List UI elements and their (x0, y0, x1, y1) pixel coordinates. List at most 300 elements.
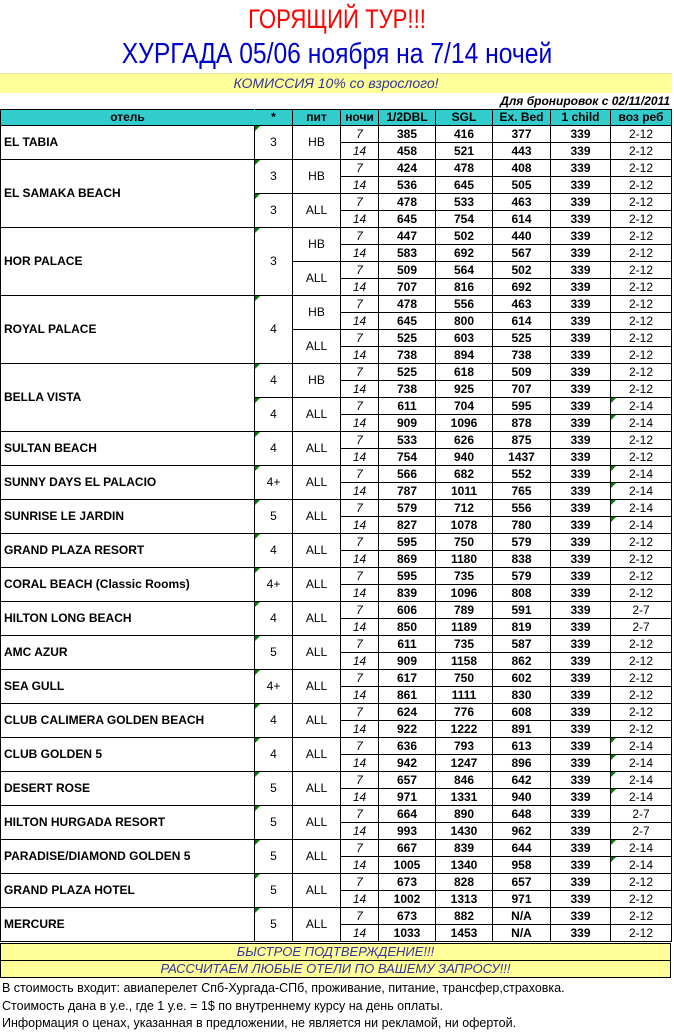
price-ex-bed: 875 (493, 432, 551, 449)
price-ex-bed: 463 (493, 296, 551, 313)
child-age-range: 2-7 (611, 602, 672, 619)
quick-confirm-banner: БЫСТРОЕ ПОДТВЕРЖДЕНИЕ!!! (0, 943, 671, 961)
child-age-range: 2-12 (611, 449, 672, 466)
price-half-dbl: 909 (379, 653, 436, 670)
hotel-name: BELLA VISTA (1, 364, 255, 432)
price-ex-bed: 891 (493, 721, 551, 738)
child-age-range: 2-12 (611, 194, 672, 211)
price-half-dbl: 611 (379, 398, 436, 415)
price-sgl: 521 (436, 143, 493, 160)
price-table (0, 109, 672, 942)
child-age-range: 2-12 (611, 313, 672, 330)
nights-cell: 7 (341, 364, 379, 381)
hotel-name: AMC AZUR (1, 636, 255, 670)
price-child: 339 (551, 194, 611, 211)
nights-cell: 7 (341, 296, 379, 313)
child-age-range: 2-7 (611, 619, 672, 636)
price-child: 339 (551, 789, 611, 806)
child-age-range: 2-12 (611, 245, 672, 262)
child-age-range: 2-7 (611, 806, 672, 823)
hotel-stars: 4 (255, 432, 293, 466)
child-age-range: 2-12 (611, 721, 672, 738)
child-age-range: 2-12 (611, 126, 672, 143)
meal-plan: HB (293, 228, 341, 262)
hotel-stars: 4 (255, 534, 293, 568)
hotel-stars: 3 (255, 126, 293, 160)
nights-cell: 7 (341, 534, 379, 551)
hotel-name: GRAND PLAZA RESORT (1, 534, 255, 568)
meal-plan: HB (293, 160, 341, 194)
nights-cell: 14 (341, 925, 379, 942)
price-ex-bed: 587 (493, 636, 551, 653)
price-ex-bed: N/A (493, 925, 551, 942)
hotel-name: HOR PALACE (1, 228, 255, 296)
page-subtitle: ХУРГАДА 05/06 ноября на 7/14 ночей (121, 38, 553, 70)
price-child: 339 (551, 891, 611, 908)
hotel-name: SEA GULL (1, 670, 255, 704)
price-ex-bed: 525 (493, 330, 551, 347)
price-sgl: 564 (436, 262, 493, 279)
price-ex-bed: 644 (493, 840, 551, 857)
commission-banner: КОМИССИЯ 10% со взрослого! (0, 73, 672, 93)
nights-cell: 7 (341, 432, 379, 449)
hotel-name: CLUB GOLDEN 5 (1, 738, 255, 772)
nights-cell: 7 (341, 738, 379, 755)
price-ex-bed: 579 (493, 568, 551, 585)
child-age-range: 2-14 (611, 466, 672, 483)
price-ex-bed: 692 (493, 279, 551, 296)
nights-cell: 7 (341, 262, 379, 279)
table-row (1, 704, 672, 721)
table-row (1, 126, 672, 143)
price-sgl: 704 (436, 398, 493, 415)
hotel-stars: 5 (255, 840, 293, 874)
price-child: 339 (551, 619, 611, 636)
hotel-name: EL TABIA (1, 126, 255, 160)
price-child: 339 (551, 432, 611, 449)
column-header-ex-bed: Ex. Bed (493, 110, 551, 126)
hotel-name: HILTON HURGADA RESORT (1, 806, 255, 840)
column-header-child: 1 child (551, 110, 611, 126)
price-child: 339 (551, 245, 611, 262)
price-sgl: 1096 (436, 415, 493, 432)
price-sgl: 1340 (436, 857, 493, 874)
price-ex-bed: 613 (493, 738, 551, 755)
price-half-dbl: 595 (379, 534, 436, 551)
child-age-range: 2-12 (611, 279, 672, 296)
table-row (1, 534, 672, 551)
hotel-name: SUNRISE LE JARDIN (1, 500, 255, 534)
price-half-dbl: 536 (379, 177, 436, 194)
price-half-dbl: 525 (379, 330, 436, 347)
price-sgl: 1011 (436, 483, 493, 500)
child-age-range: 2-12 (611, 296, 672, 313)
meal-plan: ALL (293, 534, 341, 568)
nights-cell: 14 (341, 789, 379, 806)
table-row (1, 160, 672, 177)
child-age-range: 2-14 (611, 500, 672, 517)
price-child: 339 (551, 500, 611, 517)
price-half-dbl: 839 (379, 585, 436, 602)
price-child: 339 (551, 313, 611, 330)
currency-note: Стоимость дана в у.е., где 1 у.е. = 1$ по внутреннему курсу на день оплаты. (2, 999, 444, 1013)
hotel-name: DESERT ROSE (1, 772, 255, 806)
hotel-stars: 3 (255, 160, 293, 194)
price-half-dbl: 787 (379, 483, 436, 500)
price-sgl: 1331 (436, 789, 493, 806)
nights-cell: 7 (341, 466, 379, 483)
child-age-range: 2-12 (611, 534, 672, 551)
price-ex-bed: 614 (493, 211, 551, 228)
nights-cell: 7 (341, 126, 379, 143)
table-row (1, 738, 672, 755)
price-child: 339 (551, 823, 611, 840)
price-child: 339 (551, 381, 611, 398)
price-half-dbl: 707 (379, 279, 436, 296)
nights-cell: 7 (341, 194, 379, 211)
child-age-range: 2-12 (611, 211, 672, 228)
table-row (1, 636, 672, 653)
hotel-stars: 4 (255, 364, 293, 398)
price-child: 339 (551, 738, 611, 755)
meal-plan: ALL (293, 738, 341, 772)
price-child: 339 (551, 466, 611, 483)
price-half-dbl: 657 (379, 772, 436, 789)
price-ex-bed: 830 (493, 687, 551, 704)
price-ex-bed: 591 (493, 602, 551, 619)
price-ex-bed: 971 (493, 891, 551, 908)
price-child: 339 (551, 840, 611, 857)
meal-plan: ALL (293, 330, 341, 364)
child-age-range: 2-12 (611, 228, 672, 245)
price-sgl: 1111 (436, 687, 493, 704)
hotel-name: GRAND PLAZA HOTEL (1, 874, 255, 908)
nights-cell: 7 (341, 568, 379, 585)
hotel-stars: 5 (255, 908, 293, 942)
meal-plan: ALL (293, 908, 341, 942)
hotel-name: ROYAL PALACE (1, 296, 255, 364)
price-sgl: 1430 (436, 823, 493, 840)
price-ex-bed: 1437 (493, 449, 551, 466)
price-half-dbl: 993 (379, 823, 436, 840)
price-child: 339 (551, 602, 611, 619)
price-child: 339 (551, 874, 611, 891)
meal-plan: ALL (293, 840, 341, 874)
nights-cell: 14 (341, 313, 379, 330)
child-age-range: 2-14 (611, 840, 672, 857)
meal-plan: ALL (293, 602, 341, 636)
price-ex-bed: 878 (493, 415, 551, 432)
table-row (1, 364, 672, 381)
meal-plan: ALL (293, 806, 341, 840)
child-age-range: 2-12 (611, 874, 672, 891)
price-sgl: 603 (436, 330, 493, 347)
child-age-range: 2-12 (611, 585, 672, 602)
price-half-dbl: 667 (379, 840, 436, 857)
price-sgl: 890 (436, 806, 493, 823)
price-child: 339 (551, 126, 611, 143)
child-age-range: 2-14 (611, 415, 672, 432)
child-age-range: 2-12 (611, 925, 672, 942)
nights-cell: 14 (341, 347, 379, 364)
nights-cell: 7 (341, 500, 379, 517)
price-child: 339 (551, 721, 611, 738)
child-age-range: 2-12 (611, 262, 672, 279)
price-half-dbl: 664 (379, 806, 436, 823)
child-age-range: 2-12 (611, 330, 672, 347)
price-sgl: 1180 (436, 551, 493, 568)
nights-cell: 7 (341, 602, 379, 619)
child-age-range: 2-7 (611, 823, 672, 840)
price-sgl: 735 (436, 636, 493, 653)
price-ex-bed: 808 (493, 585, 551, 602)
child-age-range: 2-12 (611, 908, 672, 925)
price-half-dbl: 424 (379, 160, 436, 177)
price-ex-bed: 896 (493, 755, 551, 772)
meal-plan: ALL (293, 772, 341, 806)
price-sgl: 502 (436, 228, 493, 245)
hotel-stars: 4 (255, 602, 293, 636)
price-sgl: 692 (436, 245, 493, 262)
nights-cell: 7 (341, 704, 379, 721)
price-half-dbl: 861 (379, 687, 436, 704)
hotel-stars: 5 (255, 772, 293, 806)
price-ex-bed: 552 (493, 466, 551, 483)
hotel-stars: 4+ (255, 670, 293, 704)
hotel-stars: 4+ (255, 466, 293, 500)
price-sgl: 1247 (436, 755, 493, 772)
table-row (1, 874, 672, 891)
price-half-dbl: 478 (379, 194, 436, 211)
hotel-stars: 5 (255, 874, 293, 908)
child-age-range: 2-14 (611, 398, 672, 415)
hotel-name: PARADISE/DIAMOND GOLDEN 5 (1, 840, 255, 874)
price-child: 339 (551, 653, 611, 670)
price-ex-bed: 556 (493, 500, 551, 517)
price-ex-bed: 595 (493, 398, 551, 415)
price-sgl: 478 (436, 160, 493, 177)
price-sgl: 750 (436, 670, 493, 687)
price-half-dbl: 509 (379, 262, 436, 279)
price-sgl: 682 (436, 466, 493, 483)
price-sgl: 846 (436, 772, 493, 789)
any-hotels-banner: РАССЧИТАЕМ ЛЮБЫЕ ОТЕЛИ ПО ВАШЕМУ ЗАПРОСУ!!! (0, 960, 671, 978)
table-row (1, 500, 672, 517)
price-ex-bed: 940 (493, 789, 551, 806)
child-age-range: 2-12 (611, 670, 672, 687)
price-ex-bed: 838 (493, 551, 551, 568)
nights-cell: 7 (341, 398, 379, 415)
price-child: 339 (551, 228, 611, 245)
table-row (1, 602, 672, 619)
price-half-dbl: 850 (379, 619, 436, 636)
price-half-dbl: 1033 (379, 925, 436, 942)
nights-cell: 14 (341, 415, 379, 432)
hotel-stars: 3 (255, 194, 293, 228)
hotel-name: CLUB CALIMERA GOLDEN BEACH (1, 704, 255, 738)
price-half-dbl: 922 (379, 721, 436, 738)
price-ex-bed: 567 (493, 245, 551, 262)
child-age-range: 2-14 (611, 772, 672, 789)
price-ex-bed: 958 (493, 857, 551, 874)
price-half-dbl: 971 (379, 789, 436, 806)
child-age-range: 2-12 (611, 347, 672, 364)
hotel-name: HILTON LONG BEACH (1, 602, 255, 636)
hotel-name: CORAL BEACH (Classic Rooms) (1, 568, 255, 602)
nights-cell: 7 (341, 908, 379, 925)
price-half-dbl: 595 (379, 568, 436, 585)
price-child: 339 (551, 551, 611, 568)
price-sgl: 789 (436, 602, 493, 619)
table-row (1, 670, 672, 687)
hotel-name: SUNNY DAYS EL PALACIO (1, 466, 255, 500)
child-age-range: 2-12 (611, 432, 672, 449)
price-half-dbl: 738 (379, 347, 436, 364)
price-ex-bed: 408 (493, 160, 551, 177)
hotel-name: MERCURE (1, 908, 255, 942)
price-ex-bed: 463 (493, 194, 551, 211)
child-age-range: 2-12 (611, 364, 672, 381)
price-half-dbl: 673 (379, 908, 436, 925)
nights-cell: 14 (341, 823, 379, 840)
price-half-dbl: 525 (379, 364, 436, 381)
price-child: 339 (551, 330, 611, 347)
nights-cell: 14 (341, 177, 379, 194)
column-header-stars: * (255, 110, 293, 126)
price-sgl: 1078 (436, 517, 493, 534)
price-sgl: 416 (436, 126, 493, 143)
table-row (1, 228, 672, 245)
price-half-dbl: 909 (379, 415, 436, 432)
column-header-hotel: отель (1, 110, 255, 126)
price-ex-bed: 377 (493, 126, 551, 143)
price-child: 339 (551, 568, 611, 585)
nights-cell: 7 (341, 670, 379, 687)
price-half-dbl: 645 (379, 313, 436, 330)
column-header-nights: ночи (341, 110, 379, 126)
meal-plan: ALL (293, 466, 341, 500)
price-sgl: 894 (436, 347, 493, 364)
meal-plan: HB (293, 126, 341, 160)
column-header-sgl: SGL (436, 110, 493, 126)
nights-cell: 14 (341, 721, 379, 738)
price-child: 339 (551, 585, 611, 602)
child-age-range: 2-12 (611, 653, 672, 670)
nights-cell: 14 (341, 381, 379, 398)
price-ex-bed: 614 (493, 313, 551, 330)
meal-plan: ALL (293, 874, 341, 908)
nights-cell: 14 (341, 279, 379, 296)
nights-cell: 14 (341, 211, 379, 228)
nights-cell: 7 (341, 228, 379, 245)
meal-plan: ALL (293, 670, 341, 704)
table-row (1, 908, 672, 925)
price-sgl: 925 (436, 381, 493, 398)
price-half-dbl: 583 (379, 245, 436, 262)
price-ex-bed: 765 (493, 483, 551, 500)
price-sgl: 533 (436, 194, 493, 211)
price-child: 339 (551, 908, 611, 925)
price-sgl: 1158 (436, 653, 493, 670)
hotel-stars: 5 (255, 806, 293, 840)
child-age-range: 2-12 (611, 143, 672, 160)
price-sgl: 735 (436, 568, 493, 585)
price-ex-bed: 579 (493, 534, 551, 551)
price-child: 339 (551, 857, 611, 874)
price-ex-bed: 642 (493, 772, 551, 789)
price-half-dbl: 458 (379, 143, 436, 160)
price-half-dbl: 1005 (379, 857, 436, 874)
price-half-dbl: 1002 (379, 891, 436, 908)
price-sgl: 1189 (436, 619, 493, 636)
price-sgl: 750 (436, 534, 493, 551)
price-half-dbl: 533 (379, 432, 436, 449)
price-ex-bed: 608 (493, 704, 551, 721)
nights-cell: 14 (341, 143, 379, 160)
table-header-row (1, 110, 672, 126)
meal-plan: ALL (293, 568, 341, 602)
price-child: 339 (551, 279, 611, 296)
hotel-stars: 4 (255, 738, 293, 772)
price-child: 339 (551, 449, 611, 466)
price-sgl: 828 (436, 874, 493, 891)
child-age-range: 2-12 (611, 381, 672, 398)
hotel-stars: 4 (255, 704, 293, 738)
price-half-dbl: 738 (379, 381, 436, 398)
price-child: 339 (551, 415, 611, 432)
price-table-body (1, 126, 672, 942)
price-child: 339 (551, 687, 611, 704)
column-header-child-age: воз реб (611, 110, 672, 126)
price-sgl: 556 (436, 296, 493, 313)
meal-plan: HB (293, 364, 341, 398)
price-half-dbl: 645 (379, 211, 436, 228)
nights-cell: 14 (341, 653, 379, 670)
price-ex-bed: 440 (493, 228, 551, 245)
nights-cell: 7 (341, 330, 379, 347)
price-ex-bed: 505 (493, 177, 551, 194)
child-age-range: 2-12 (611, 687, 672, 704)
nights-cell: 14 (341, 483, 379, 500)
table-row (1, 840, 672, 857)
nights-cell: 14 (341, 891, 379, 908)
meal-plan: HB (293, 296, 341, 330)
nights-cell: 7 (341, 874, 379, 891)
child-age-range: 2-14 (611, 517, 672, 534)
table-row (1, 466, 672, 483)
price-child: 339 (551, 755, 611, 772)
price-child: 339 (551, 925, 611, 942)
nights-cell: 7 (341, 840, 379, 857)
child-age-range: 2-12 (611, 177, 672, 194)
price-half-dbl: 566 (379, 466, 436, 483)
nights-cell: 14 (341, 857, 379, 874)
price-half-dbl: 827 (379, 517, 436, 534)
table-row (1, 432, 672, 449)
price-sgl: 816 (436, 279, 493, 296)
disclaimer-note: Информация о ценах, указанная в предложении, не является ни рекламой, ни офертой. (2, 1016, 517, 1030)
meal-plan: ALL (293, 636, 341, 670)
price-sgl: 839 (436, 840, 493, 857)
price-sgl: 800 (436, 313, 493, 330)
hotel-stars: 3 (255, 228, 293, 296)
price-sgl: 1313 (436, 891, 493, 908)
nights-cell: 14 (341, 517, 379, 534)
price-child: 339 (551, 211, 611, 228)
child-age-range: 2-14 (611, 483, 672, 500)
meal-plan: ALL (293, 398, 341, 432)
meal-plan: ALL (293, 500, 341, 534)
